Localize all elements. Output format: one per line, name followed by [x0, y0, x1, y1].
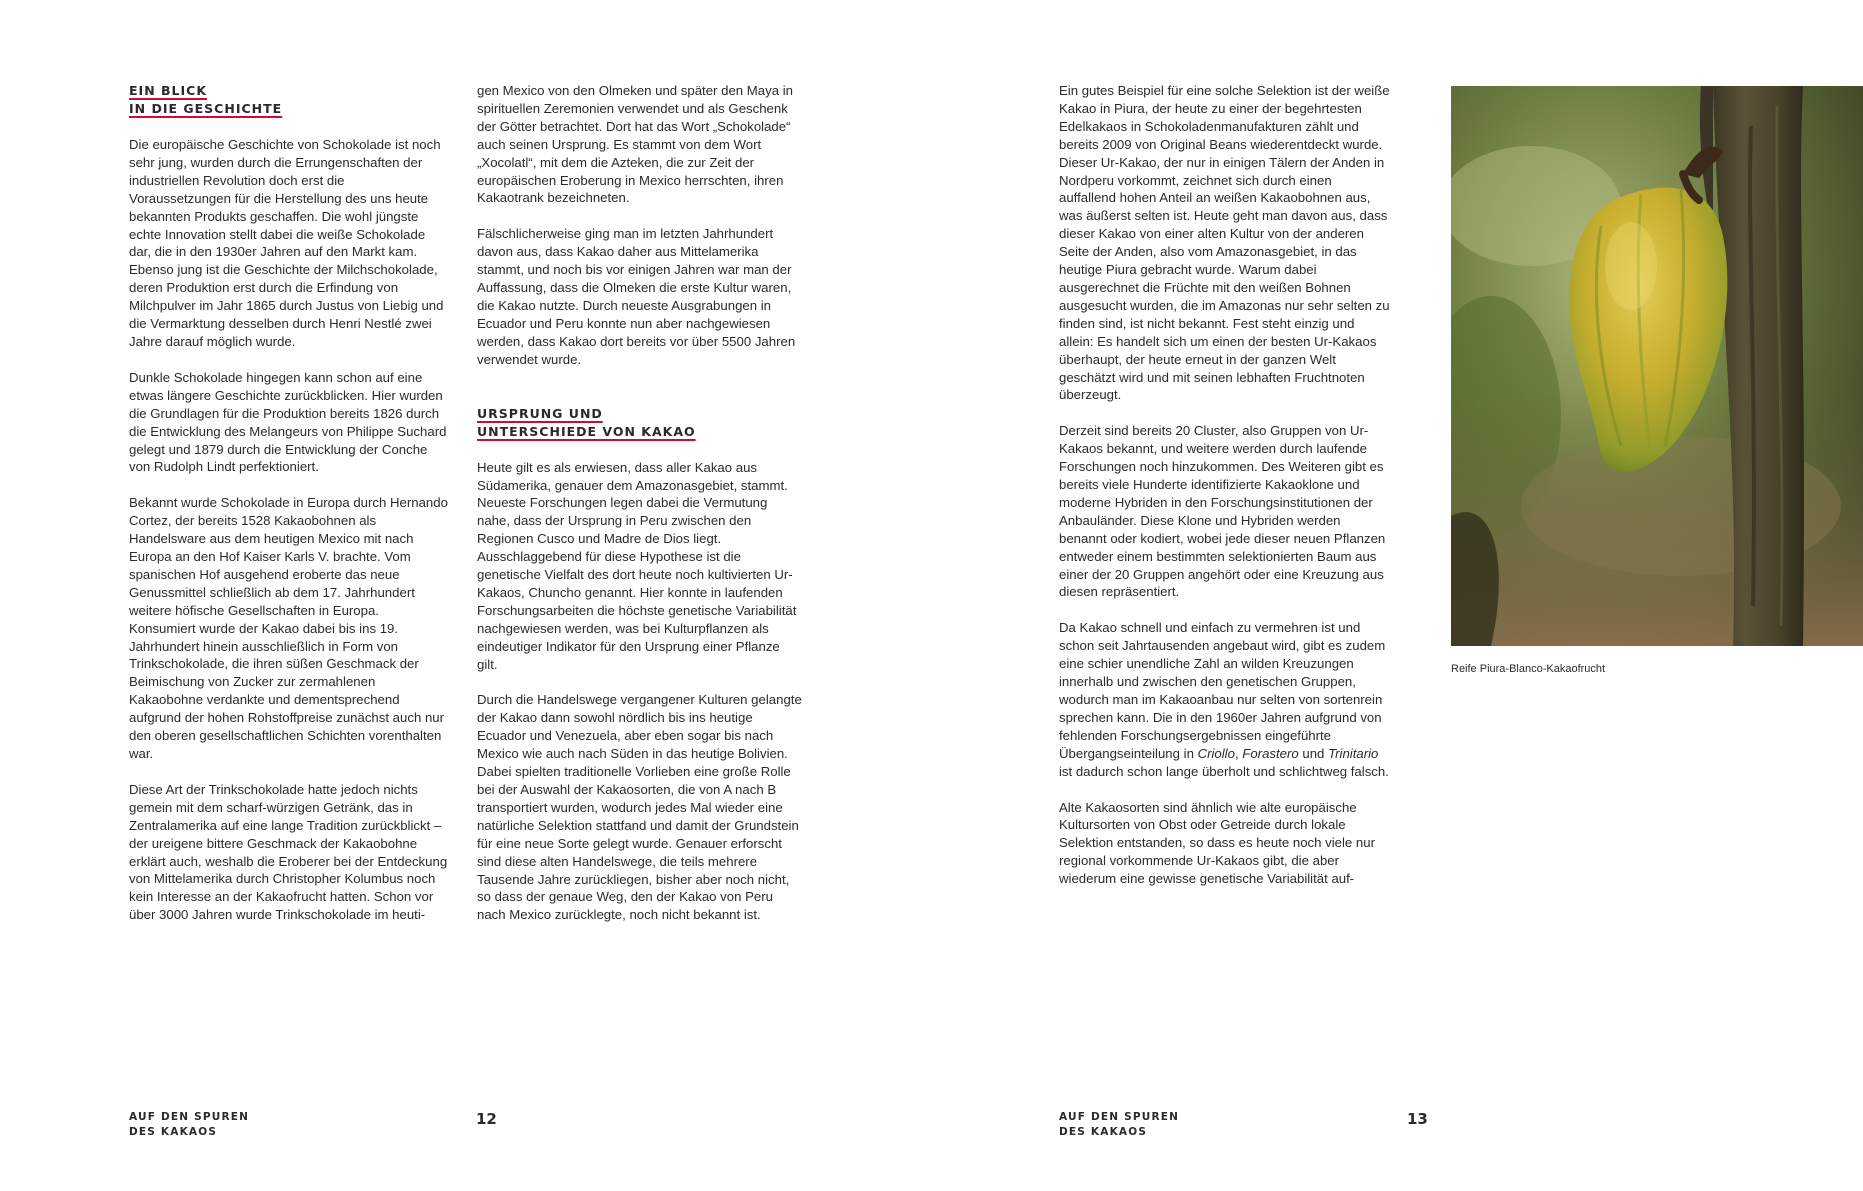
paragraph-text: und — [1298, 745, 1329, 761]
section-heading-origin — [477, 405, 802, 441]
footer-title-line: DES KAKAOS — [129, 1126, 218, 1138]
paragraph: Alte Kakaosorten sind ähnlich wie alte europäische Kultursorten von Obst oder Getreide durch lokale Selektion entstanden, so dass es heute noch viele nur regional vorkommende Ur-Kakaos gibt, die aber wiederum eine gewisse genetische Variabilität auf- — [1059, 799, 1375, 887]
heading-line: EIN BLICK — [129, 83, 208, 98]
paragraph: Heute gilt es als erwiesen, dass aller Kakao aus Südamerika, genauer dem Amazonasgebiet, stammt. Neueste Forschungen legen dabei die Vermutung nahe, dass der Ursprung in Peru zwischen den Regionen Cusco und Madre de Dios liegt. Ausschlaggebend für diese Hypothese ist die genetische Vielfalt des dort heute noch kultivierten Ur-Kakaos, Chuncho genannt. Hier konnte in laufenden Forschungsarbeiten die höchste genetische Variabilität nachgewiesen werden, was bei Kulturpflanzen als eindeutiger Indikator für den Ursprung einer Pflanze gilt. — [477, 459, 797, 672]
variety-criollo: Criollo — [1197, 745, 1235, 761]
cacao-pod-photo-icon — [1451, 86, 1863, 646]
running-footer-title — [1059, 1110, 1179, 1140]
variety-trinitario: Trinitario — [1328, 745, 1379, 761]
paragraph: Ein gutes Beispiel für eine solche Selektion ist der weiße Kakao in Piura, der heute zu einer der begehrtesten Edelkakaos in Schokoladenmanufakturen zählt und bereits 2009 von Original Beans wiederentdeckt wurde. Dieser Ur-Kakao, der nur in einigen Tälern der Anden in Nordperu vorkommt, zeichnet sich durch einen auffallend hohen Anteil an weißen Kakaobohnen aus, was äußerst selten ist. Heute geht man davon aus, dass dieser Kakao von einer alten Kultur von der anderen Seite der Anden, also vom Amazonasgebiet, in das heutige Piura gebracht wurde. Warum dabei ausgerechnet die Früchte mit den weißen Bohnen ausgesucht wurden, die im Amazonas nur sehr selten zu finden sind, ist nicht bekannt. Fest steht einzig und allein: Es handelt sich um einen der besten Ur-Kakaos überhaupt, der heute erneut in der ganzen Welt geschätzt wird und mit seinen lebhaften Fruchtnoten überzeugt. — [1059, 83, 1390, 403]
footer-title-line: AUF DEN SPUREN — [129, 1111, 250, 1123]
paragraph: Diese Art der Trinkschokolade hatte jedoch nichts gemein mit dem scharf-würzigen Getränk, das in Zentralamerika auf eine lange Tradition zurückblickt – der ureigene bittere Geschmack der Kakaobohne erklärt auch, weshalb die Eroberer bei der Entdeckung von Mittelamerika durch Christopher Kolumbus noch kein Interesse an der Kakaofrucht hatten. Schon vor über 3000 Jahren wurde Trinkschokolade im heuti- — [129, 781, 448, 923]
left-page-column-2 — [477, 82, 802, 924]
heading-line: UNTERSCHIEDE VON KAKAO — [477, 423, 696, 439]
heading-line: IN DIE GESCHICHTE — [129, 101, 283, 116]
footer-title-line: AUF DEN SPUREN — [1059, 1111, 1180, 1123]
paragraph: Die europäische Geschichte von Schokolade ist noch sehr jung, wurden durch die Errungenschaften der industriellen Revolution doch erst die Voraussetzungen für die Herstellung des uns heute bekannten Produkts geschaffen. Die wohl jüngste echte Innovation stellt dabei die weiße Schokolade dar, die in den 1930er Jahren auf den Markt kam. Ebenso jung ist die Geschichte der Milchschokolade, deren Produktion erst durch die Erfindung von Milchpulver im Jahr 1865 durch Justus von Liebig und die Vermarktung desselben durch Henri Nestlé zwei Jahre darauf möglich wurde. — [129, 137, 444, 349]
photo-caption: Reife Piura-Blanco-Kakaofrucht — [1451, 663, 1606, 675]
cacao-pod-photo — [1451, 86, 1863, 646]
running-footer-title — [129, 1110, 249, 1140]
page-number: 12 — [476, 1110, 497, 1128]
footer-title-line: DES KAKAOS — [1059, 1126, 1148, 1138]
paragraph-text: ist dadurch schon lange überholt und schlichtweg falsch. — [1059, 763, 1389, 779]
paragraph — [1059, 619, 1391, 780]
paragraph: Durch die Handelswege vergangener Kulturen gelangte der Kakao dann sowohl nördlich bis ins heutige Ecuador und Venezuela, aber eben sogar bis nach Mexico wie auch nach Süden in das heutige Bolivien. Dabei spielten traditionelle Vorlieben eine große Rolle bei der Auswahl der Kakaosorten, die von A nach B transportiert wurden, wodurch jedes Mal wieder eine natürliche Selektion stattfand und damit der Grundstein für eine neue Sorte gelegt wurde. Genauer erforscht sind diese alten Handelswege, die teils mehrere Tausende Jahre zurückliegen, bisher aber noch nicht, so dass der genaue Weg, den der Kakao von Peru nach Mexico zurücklegte, noch nicht bekannt ist. — [477, 692, 802, 923]
paragraph-text: Da Kakao schnell und einfach zu vermehren ist und schon seit Jahrtausenden angebaut wird, gibt es zudem eine schier unendliche Zahl an wilden Kreuzungen innerhalb und zwischen den genetischen Gruppen, wodurch man im Kakaoanbau nur selten von sortenrein sprechen kann. Die in den 1960er Jahren aufgrund von fehlenden Forschungsergebnissen eingeführte Übergangseinteilung in — [1059, 620, 1386, 761]
paragraph: Fälschlicherweise ging man im letzten Jahrhundert davon aus, dass Kakao daher aus Mittelamerika stammt, und noch bis vor einigen Jahren war man der Auffassung, dass die Olmeken die erste Kultur waren, die Kakao nutzte. Durch neueste Ausgrabungen in Ecuador und Peru konnte nun aber nachgewiesen werden, dass Kakao dort bereits vor über 5500 Jahren verwendet wurde. — [477, 226, 796, 367]
paragraph: Derzeit sind bereits 20 Cluster, also Gruppen von Ur-Kakaos bekannt, und weitere werden durch laufende Forschungen noch hinzukommen. Des Weiteren gibt es bereits viele Hunderte identifizierte Kakaoklone und moderne Hybriden in den Forschungsinstitutionen der Anbauländer. Diese Klone und Hybriden werden benannt oder kodiert, wobei jede dieser neuen Pflanzen entweder einem bestimmten selektionierten Baum aus einer der 20 Gruppen angehört oder eine Kreuzung aus diesen repräsentiert. — [1059, 423, 1386, 600]
section-heading-history — [129, 82, 449, 118]
heading-line: URSPRUNG UND — [477, 405, 603, 421]
paragraph: gen Mexico von den Olmeken und später den Maya in spirituellen Zeremonien verwendet und als Geschenk der Götter betrachtet. Dort hat das Wort „Schokolade“ auch seinen Ursprung. Es stammt von dem Wort „Xocolatl“, mit dem die Azteken, die zur Zeit der europäischen Eroberung in Mexico herrschten, ihren Kakaotrank bezeichneten. — [477, 83, 793, 206]
paragraph: Bekannt wurde Schokolade in Europa durch Hernando Cortez, der bereits 1528 Kakaobohnen als Handelsware aus dem heutigen Mexico mit nach Europa an den Hof Kaiser Karls V. brachte. Vom spanischen Hof ausgehend eroberte das neue Genussmittel schließlich ab dem 17. Jahrhundert weitere höfische Gesellschaften in Europa. Konsumiert wurde der Kakao dabei bis ins 19. Jahrhundert hinein ausschließlich in Form von Trinkschokolade, die ihren süßen Geschmack der Beimischung von Zucker zur zermahlenen Kakaobohne verdankte und dementsprechend aufgrund der hohen Rohstoffpreise zunächst auch nur den oberen gesellschaftlichen Schichten vorenthalten war. — [129, 495, 448, 761]
left-page-column-1 — [129, 82, 449, 924]
paragraph: Dunkle Schokolade hingegen kann schon auf eine etwas längere Geschichte zurückblicken. Hier wurden die Grundlagen für die Produktion bereits 1826 durch die Entwicklung des Melangeurs von Philippe Suchard gelegt und 1879 durch die Entwicklung der Conche von Rudolph Lindt perfektioniert. — [129, 369, 447, 475]
paragraph-text: , — [1234, 745, 1243, 761]
page-number: 13 — [1407, 1110, 1428, 1128]
right-page-column-1 — [1059, 82, 1391, 888]
variety-forastero: Forastero — [1242, 745, 1299, 761]
